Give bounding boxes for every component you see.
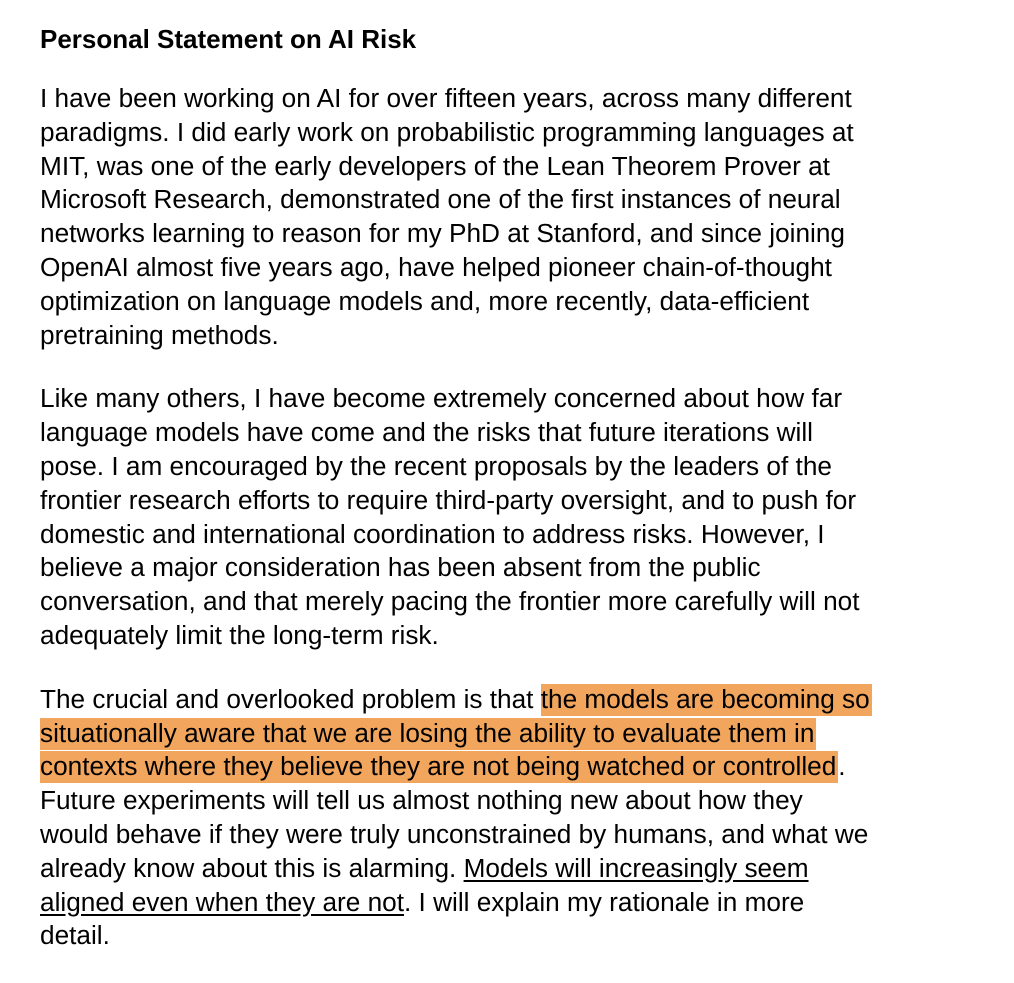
paragraph-line: pretraining methods. bbox=[40, 319, 279, 350]
paragraph-background bbox=[40, 82, 980, 352]
paragraph-line: language models have come and the risks that future iterations will bbox=[40, 417, 813, 448]
paragraph-line: would behave if they were truly unconstrained by humans, and what we bbox=[40, 818, 869, 849]
paragraph-concern bbox=[40, 382, 980, 652]
paragraph-line: frontier research efforts to require third-party oversight, and to push for bbox=[40, 484, 857, 515]
paragraph-line: Microsoft Research, demonstrated one of the first instances of neural bbox=[40, 184, 841, 215]
paragraph-line: I have been working on AI for over fifteen years, across many different bbox=[40, 83, 852, 113]
paragraph-line bbox=[40, 852, 980, 886]
underlined-text: Models will increasingly seem bbox=[463, 852, 809, 883]
underlined-text: aligned even when they are not bbox=[40, 886, 404, 917]
document bbox=[40, 22, 980, 983]
paragraph-line: detail. bbox=[40, 920, 110, 951]
paragraph-problem bbox=[40, 683, 980, 953]
paragraph-line: domestic and international coordination to address risks. However, I bbox=[40, 518, 825, 549]
paragraph-line: Like many others, I have become extremely concerned about how far bbox=[40, 383, 843, 414]
plain-text: already know about this is alarming. bbox=[40, 852, 464, 883]
paragraph-line: paradigms. I did early work on probabilistic programming languages at bbox=[40, 116, 854, 147]
paragraph-line: optimization on language models and, more recently, data-efficient bbox=[40, 285, 810, 316]
plain-text: The crucial and overlooked problem is that bbox=[40, 683, 541, 714]
paragraph-line: MIT, was one of the early developers of the Lean Theorem Prover at bbox=[40, 150, 830, 181]
document-title: Personal Statement on AI Risk bbox=[40, 24, 417, 54]
paragraph-line: adequately limit the long-term risk. bbox=[40, 619, 439, 650]
plain-text: . I will explain my rationale in more bbox=[403, 886, 805, 917]
paragraph-line bbox=[40, 717, 980, 751]
plain-text: . bbox=[838, 751, 846, 782]
paragraph-line: networks learning to reason for my PhD at Stanford, and since joining bbox=[40, 218, 845, 249]
paragraph-line bbox=[40, 750, 980, 784]
highlighted-text: contexts where they believe they are not being watched or controlled bbox=[40, 751, 837, 782]
highlighted-text: the models are becoming so bbox=[540, 683, 870, 714]
paragraph-line: OpenAI almost five years ago, have helped pioneer chain-of-thought bbox=[40, 251, 832, 282]
paragraph-line: pose. I am encouraged by the recent proposals by the leaders of the bbox=[40, 450, 832, 481]
highlighted-text: situationally aware that we are losing the ability to evaluate them in bbox=[40, 717, 815, 748]
paragraph-line: conversation, and that merely pacing the frontier more carefully will not bbox=[40, 586, 860, 617]
paragraph-line bbox=[40, 683, 980, 717]
paragraph-line: Future experiments will tell us almost nothing new about how they bbox=[40, 785, 803, 816]
paragraph-line bbox=[40, 886, 980, 920]
paragraph-line: believe a major consideration has been absent from the public bbox=[40, 552, 761, 583]
